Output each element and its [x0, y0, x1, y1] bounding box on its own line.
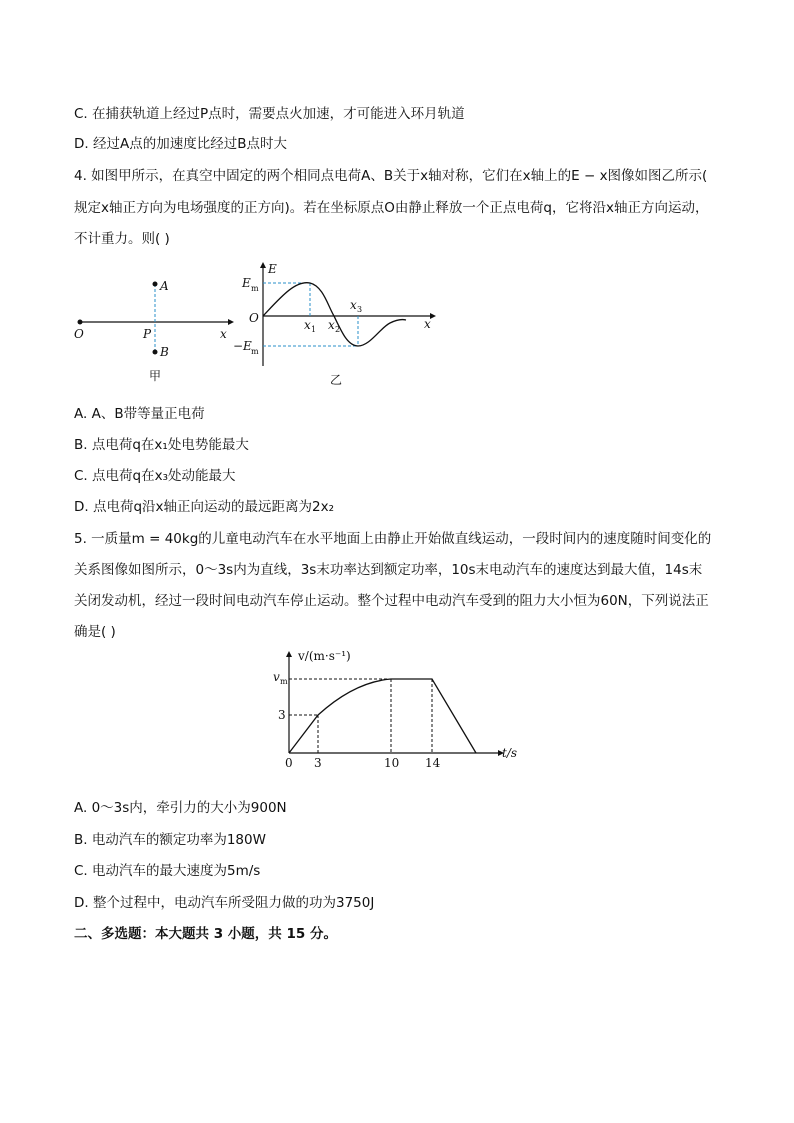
- vt-curve: [289, 679, 476, 753]
- yi-label-x1: x: [304, 318, 311, 332]
- yi-label-O: O: [249, 311, 259, 325]
- jia-charge-B: [153, 350, 158, 355]
- yi-label-x3: x: [350, 298, 357, 312]
- yi-label-x1-sub: 1: [311, 325, 317, 334]
- question-5-line-4: 确是( ): [74, 624, 116, 640]
- vt-v-arrow: [286, 651, 292, 657]
- question-5-line-3: 关闭发动机，经过一段时间电动汽车停止运动。整个过程中电动汽车受到的阻力大小恒为60N，下列说法正: [74, 593, 709, 609]
- figure-jia: [70, 262, 240, 392]
- section-2-heading: 二、多选题：本大题共 3 小题，共 15 分。: [74, 926, 337, 942]
- yi-label-x: x: [424, 317, 431, 331]
- yi-curve: [263, 283, 406, 346]
- option-b-q5: B. 电动汽车的额定功率为180W: [74, 832, 266, 848]
- vt-xlabel: t/s: [502, 746, 518, 760]
- option-b-q4: B. 点电荷q在x₁处电势能最大: [74, 437, 249, 453]
- yi-label-Em-sub: m: [251, 284, 259, 293]
- option-a-q4: A. A、B带等量正电荷: [74, 406, 205, 422]
- jia-label-B: B: [160, 345, 169, 359]
- question-4-line-2: 规定x轴正方向为电场强度的正方向)。若在坐标原点O由静止释放一个正点电荷q，它将沿x轴正方向运动，: [74, 200, 709, 216]
- figure-vt: [270, 645, 530, 775]
- vt-tick-3: 3: [314, 756, 322, 770]
- yi-label-Em: E: [242, 276, 251, 290]
- vt-label-vm-sub: m: [280, 677, 288, 686]
- yi-label-E: E: [268, 262, 277, 276]
- jia-caption: 甲: [149, 369, 162, 383]
- vt-label-3y: 3: [278, 708, 286, 722]
- yi-label-negEm: −E: [233, 339, 252, 353]
- option-d-q3: D. 经过A点的加速度比经过B点时大: [74, 136, 287, 152]
- option-c-q3: C. 在捕获轨道上经过P点时，需要点火加速，才可能进入环月轨道: [74, 106, 465, 122]
- vt-label-vm: v: [273, 670, 280, 684]
- option-c-q4: C. 点电荷q在x₃处动能最大: [74, 468, 236, 484]
- question-4-line-1: 4. 如图甲所示，在真空中固定的两个相同点电荷A、B关于x轴对称，它们在x轴上的E − x图像如图乙所示(: [74, 168, 708, 184]
- yi-label-x3-sub: 3: [357, 305, 363, 314]
- question-5-line-2: 关系图像如图所示，0～3s内为直线，3s末功率达到额定功率，10s末电动汽车的速度达到最大值，14s末: [74, 562, 703, 578]
- yi-label-negEm-sub: m: [251, 347, 259, 356]
- vt-tick-14: 14: [425, 756, 441, 770]
- jia-label-x: x: [220, 327, 227, 341]
- yi-label-x2-sub: 2: [335, 325, 341, 334]
- question-5-line-1: 5. 一质量m = 40kg的儿童电动汽车在水平地面上由静止开始做直线运动，一段时间内的速度随时间变化的: [74, 531, 712, 547]
- yi-caption: 乙: [330, 373, 343, 387]
- yi-label-x2: x: [328, 318, 335, 332]
- jia-label-O: O: [74, 327, 84, 341]
- jia-label-P: P: [143, 327, 152, 341]
- option-c-q5: C. 电动汽车的最大速度为5m/s: [74, 863, 261, 879]
- jia-label-A: A: [160, 279, 169, 293]
- vt-ylabel: v/(m·s⁻¹): [298, 649, 351, 663]
- question-4-line-3: 不计重力。则( ): [74, 231, 170, 247]
- jia-charge-A: [153, 282, 158, 287]
- option-d-q4: D. 点电荷q沿x轴正向运动的最远距离为2x₂: [74, 499, 335, 515]
- jia-point-O: [78, 320, 83, 325]
- vt-tick-0: 0: [285, 756, 293, 770]
- yi-x-arrow: [430, 313, 436, 319]
- vt-tick-10: 10: [384, 756, 400, 770]
- option-a-q5: A. 0～3s内，牵引力的大小为900N: [74, 800, 287, 816]
- option-d-q5: D. 整个过程中，电动汽车所受阻力做的功为3750J: [74, 895, 375, 911]
- yi-e-arrow: [260, 262, 266, 268]
- figure-yi: [230, 258, 440, 388]
